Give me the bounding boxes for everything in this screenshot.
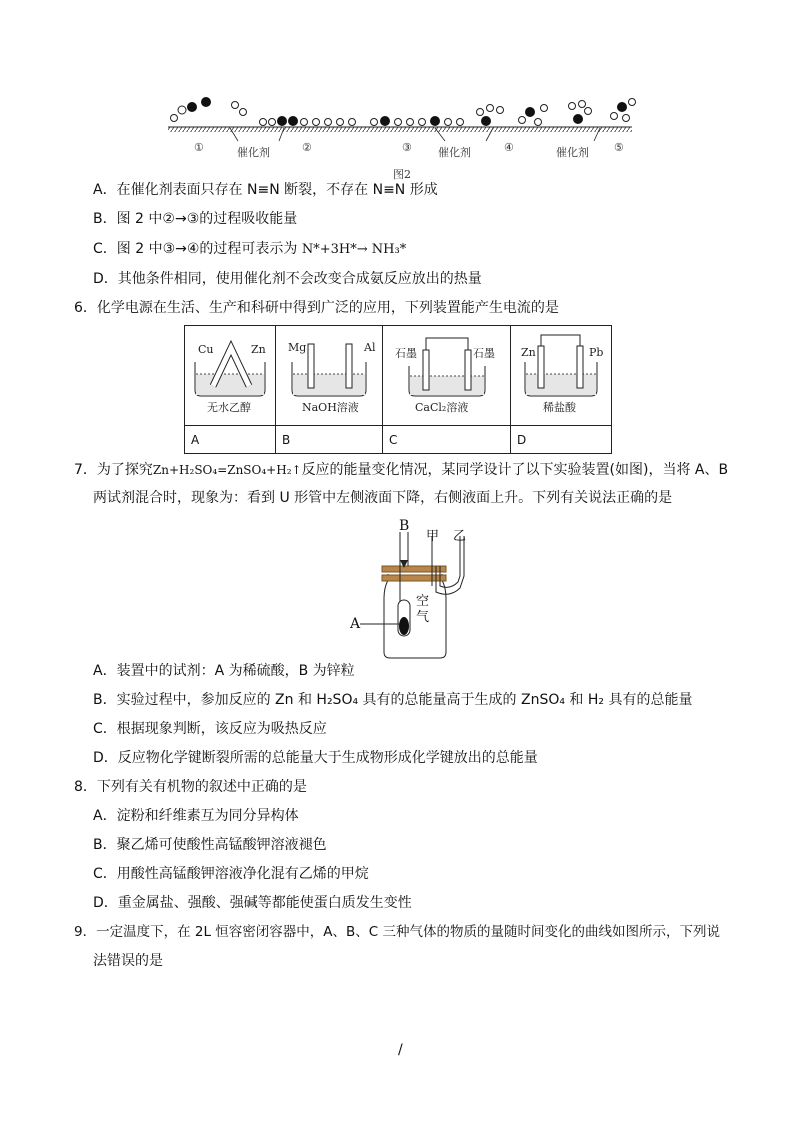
- cell-b-left-electrode: Mg: [288, 341, 307, 354]
- cell-c-label: C: [383, 426, 511, 454]
- catalyst-label-1: 催化剂: [237, 146, 270, 159]
- stage-3-label: ③: [402, 141, 412, 154]
- q5-option-b: B．图 2 中②→③的过程吸收能量: [93, 211, 298, 227]
- q6-apparatus-table: [184, 325, 612, 454]
- q6-stem: 6．化学电源在生活、生产和科研中得到广泛的应用，下列装置能产生电流的是: [74, 300, 559, 316]
- cell-a-solution: 无水乙醇: [207, 401, 251, 414]
- cell-c-left-electrode: 石墨: [395, 347, 417, 360]
- q7-stem-line1: [74, 460, 728, 480]
- q7-equation: Zn+H₂SO₄=ZnSO₄+H₂↑: [152, 463, 302, 477]
- q8-option-b: B．聚乙烯可使酸性高锰酸钾溶液褪色: [93, 837, 327, 853]
- q8-stem: 8．下列有关有机物的叙述中正确的是: [74, 779, 307, 795]
- page-mark: /: [398, 1042, 403, 1058]
- cell-d-label: D: [511, 426, 612, 454]
- air-label: 空气: [416, 594, 430, 625]
- q5-option-c: [93, 239, 406, 260]
- u-tube-left-label: 甲: [426, 529, 440, 544]
- flask-u-tube-illustration: [340, 516, 490, 661]
- cell-d-right-electrode: Pb: [589, 346, 604, 359]
- reagent-b-label: B: [399, 518, 410, 534]
- q9-stem-line1: 9．一定温度下，在 2L 恒容密闭容器中，A、B、C 三种气体的物质的量随时间变化的曲线如图所示，下列说: [74, 924, 720, 940]
- q9-stem-line2: 法错误的是: [93, 953, 163, 969]
- q7-stem-suffix: 反应的能量变化情况，某同学设计了以下实验装置(如图)，当将 A、B: [301, 462, 729, 478]
- reagent-a-label: A: [350, 616, 361, 632]
- catalyst-label-2: 催化剂: [438, 146, 471, 159]
- figure-caption: 图2: [393, 168, 411, 181]
- q7-stem-prefix: 7．为了探究: [74, 462, 153, 478]
- q7-option-c: C．根据现象判断，该反应为吸热反应: [93, 721, 327, 737]
- cell-a-left-electrode: Cu: [198, 343, 214, 356]
- q7-apparatus-diagram: [340, 516, 490, 661]
- q5-option-c-text: C．图 2 中③→④的过程可表示为: [93, 241, 298, 257]
- q8-option-d: D．重金属盐、强酸、强碱等都能使蛋白质发生变性: [93, 895, 412, 911]
- cell-a-right-electrode: Zn: [251, 343, 266, 356]
- cell-b-solution: NaOH溶液: [302, 401, 359, 414]
- cell-c-diagram: [383, 326, 511, 426]
- q5-option-d: D．其他条件相同，使用催化剂不会改变合成氨反应放出的热量: [93, 271, 482, 287]
- catalyst-label-3: 催化剂: [556, 146, 589, 159]
- q7-option-a: A．装置中的试剂：A 为稀硫酸，B 为锌粒: [93, 663, 355, 679]
- cell-d-solution: 稀盐酸: [543, 401, 576, 414]
- q7-option-d: D．反应物化学键断裂所需的总能量大于生成物形成化学键放出的总能量: [93, 750, 538, 766]
- stage-4-label: ④: [504, 141, 514, 154]
- cell-c-right-electrode: 石墨: [473, 347, 495, 360]
- catalyst-figure: [160, 94, 640, 184]
- stage-5-label: ⑤: [614, 141, 624, 154]
- cell-c-solution: CaCl₂溶液: [415, 401, 469, 414]
- stage-2-label: ②: [302, 141, 312, 154]
- q5-option-c-formula: N*+3H*→ NH₃*: [301, 242, 407, 257]
- cell-d-left-electrode: Zn: [521, 346, 536, 359]
- q8-option-c: C．用酸性高锰酸钾溶液净化混有乙烯的甲烷: [93, 866, 369, 882]
- cell-a-label: A: [185, 426, 276, 454]
- q7-stem-line2: 两试剂混合时，现象为：看到 U 形管中左侧液面下降，右侧液面上升。下列有关说法正确的是: [93, 490, 673, 506]
- u-tube-right-label: 乙: [453, 529, 467, 544]
- cell-b-diagram: [276, 326, 383, 426]
- q8-option-a: A．淀粉和纤维素互为同分异构体: [93, 808, 299, 824]
- cell-d-diagram: [511, 326, 612, 426]
- cell-b-right-electrode: Al: [364, 341, 376, 354]
- cell-b-label: B: [276, 426, 383, 454]
- q5-option-a: A．在催化剂表面只存在 N≡N 断裂，不存在 N≡N 形成: [93, 182, 438, 198]
- stage-1-label: ①: [194, 141, 204, 154]
- q7-option-b: B．实验过程中，参加反应的 Zn 和 H₂SO₄ 具有的总能量高于生成的 ZnSO₄ 和 H₂ 具有的总能量: [93, 692, 693, 708]
- cell-a-diagram: [185, 326, 276, 426]
